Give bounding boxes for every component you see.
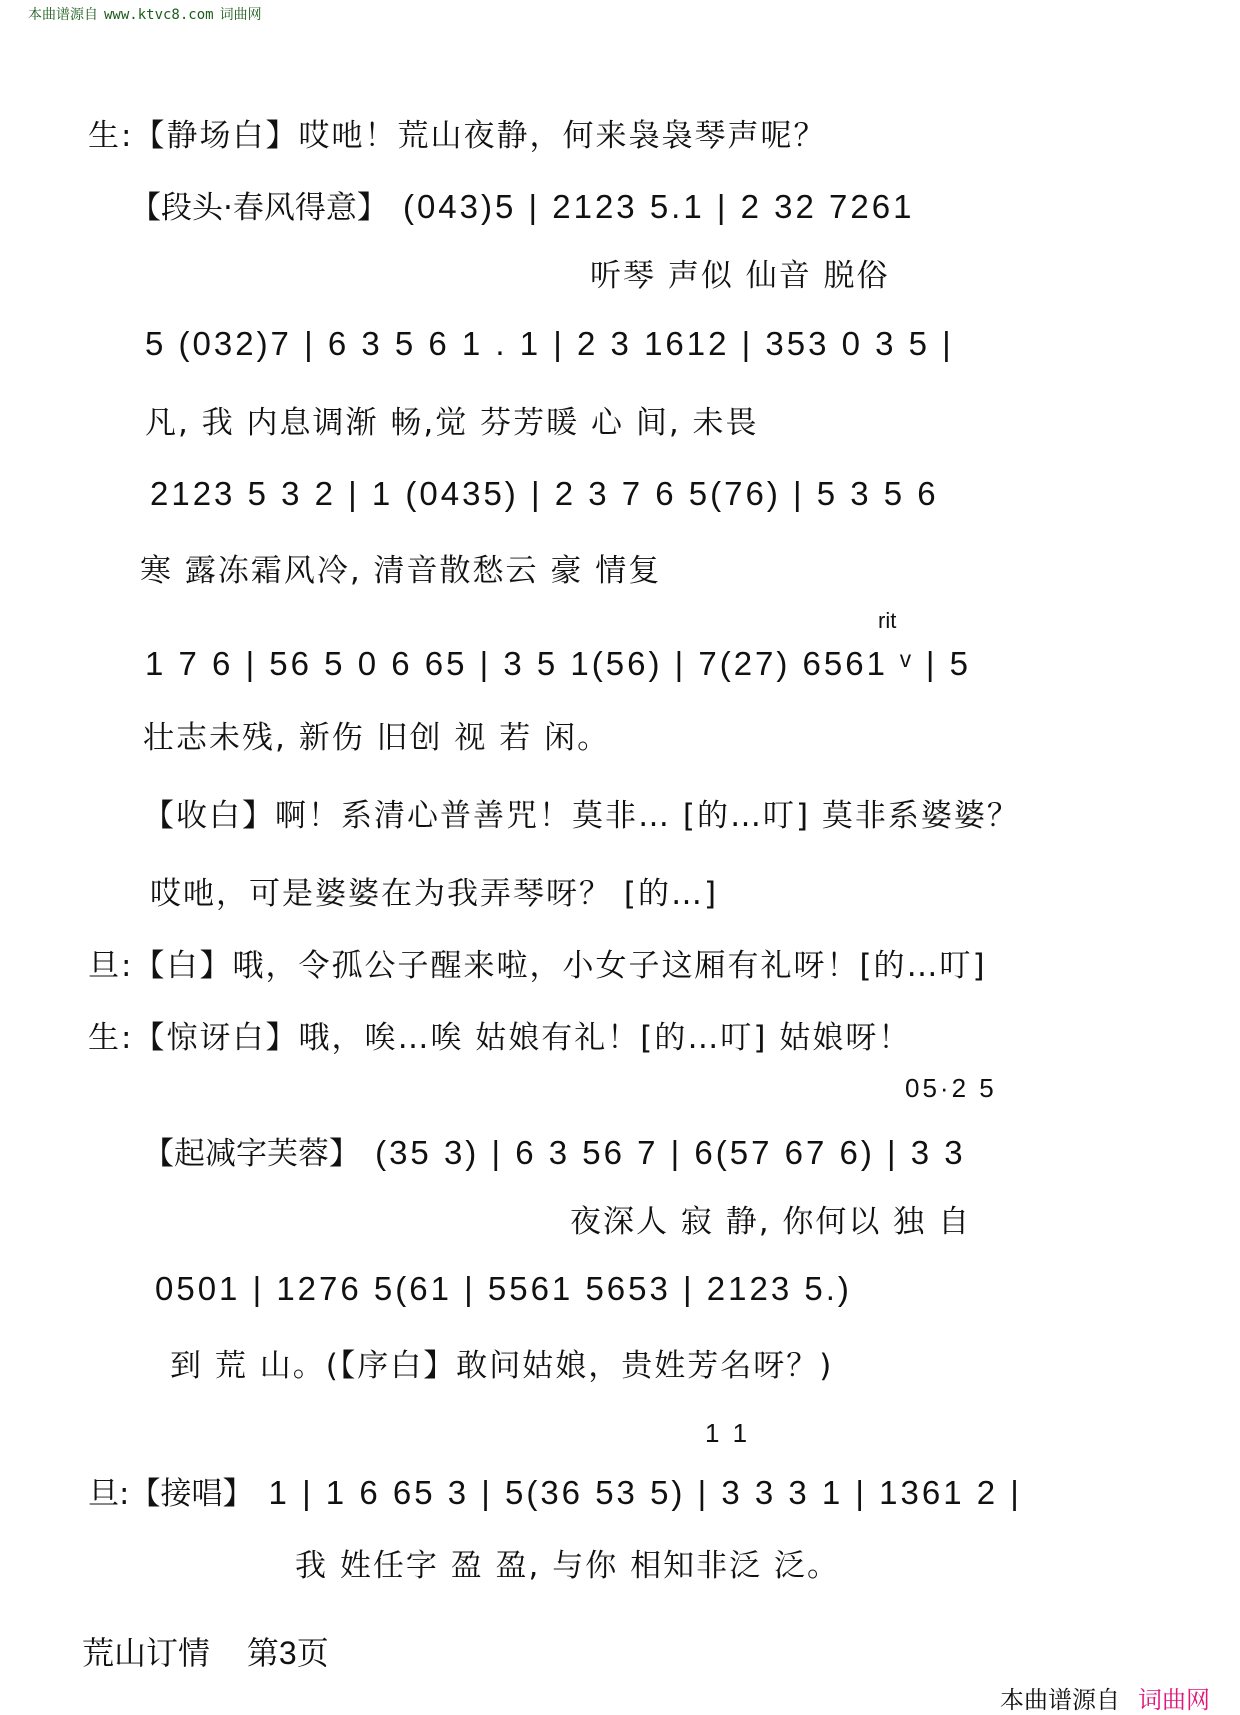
dialog-line-13: 旦:【白】哦，令孤公子醒来啦，小女子这厢有礼呀！[的…叮] [88, 948, 987, 984]
lyrics-line-10: 壮志未残, 新伤 旧创 视 若 闲。 [143, 720, 611, 756]
lyrics-line-19: 到 荒 山。(【序白】敢问姑娘，贵姓芳名呀？) [170, 1348, 834, 1384]
dialog-line-12: 哎吔，可是婆婆在为我弄琴呀？ [的…] [150, 876, 719, 912]
jianpu-ornament-20: 1 1 [705, 1418, 751, 1448]
section-label: 旦:【接唱】 [88, 1476, 254, 1512]
lyrics-line-5: 凡, 我 内息调渐 畅,觉 芬芳暖 心 间, 未畏 [145, 405, 759, 441]
section-label: 【段头·春风得意】 [130, 190, 388, 226]
jianpu-line-6: 2123 5 3 2 | 1 (0435) | 2 3 7 6 5(76) | 5 3 5 6 [150, 475, 939, 512]
ritardando-mark: rit [878, 608, 897, 633]
lyrics-line-7: 寒 露冻霜风冷, 清音散愁云 豪 情复 [140, 553, 662, 589]
bottom-watermark [1000, 1680, 1210, 1715]
page-footer [82, 1628, 329, 1674]
source-prefix: 本曲谱源自 [1000, 1687, 1120, 1714]
source-brand-link[interactable]: 词曲网 [1138, 1687, 1210, 1714]
song-title: 荒山订情 [82, 1635, 211, 1671]
jianpu-notes: (043)5 | 2123 5.1 | 2 32 7261 [402, 188, 915, 225]
dialog-line-14: 生:【惊讶白】哦，唉…唉 姑娘有礼！[的…叮] 姑娘呀！ [88, 1020, 912, 1056]
watermark-prefix: 本曲谱源自 [28, 7, 98, 23]
score-line-16 [143, 1128, 966, 1173]
score-line-2 [130, 182, 914, 227]
jianpu-line-18: 0501 | 1276 5(61 | 5561 5653 | 2123 5.) [155, 1270, 852, 1307]
jianpu-line-9: 1 7 6 | 56 5 0 6 65 | 3 5 1(56) | 7(27) 6561 ᵛ | 5 [145, 645, 972, 682]
lyrics-line-3: 听琴 声似 仙音 脱俗 [590, 258, 890, 294]
lyrics-line-17: 夜深人 寂 静, 你何以 独 自 [570, 1204, 972, 1240]
lyrics-line-22: 我 姓任字 盈 盈, 与你 相知非泛 泛。 [295, 1548, 840, 1584]
jianpu-notes: (35 3) | 6 3 56 7 | 6(57 67 6) | 3 3 [375, 1134, 966, 1171]
jianpu-notes: 1 | 1 6 65 3 | 5(36 53 5) | 3 3 3 1 | 1361 2 | [268, 1474, 1022, 1511]
top-watermark [28, 4, 262, 24]
jianpu-line-4: 5 (032)7 | 6 3 5 6 1 . 1 | 2 3 1612 | 353 0 3 5 | [145, 325, 954, 362]
jianpu-ornament-15: 05·2 5 [905, 1073, 997, 1103]
dialog-line-1: 生:【静场白】哎吔！荒山夜静，何来袅袅琴声呢？ [88, 118, 827, 154]
score-line-21 [88, 1468, 1022, 1513]
watermark-suffix: 词曲网 [219, 7, 262, 23]
section-label: 【起减字芙蓉】 [143, 1136, 360, 1172]
dialog-line-11: 【收白】啊！系清心普善咒！莫非… [的…叮] 莫非系婆婆？ [143, 798, 1020, 834]
watermark-url: www.ktvc8.com [104, 7, 214, 23]
page-number: 第3页 [246, 1635, 329, 1671]
